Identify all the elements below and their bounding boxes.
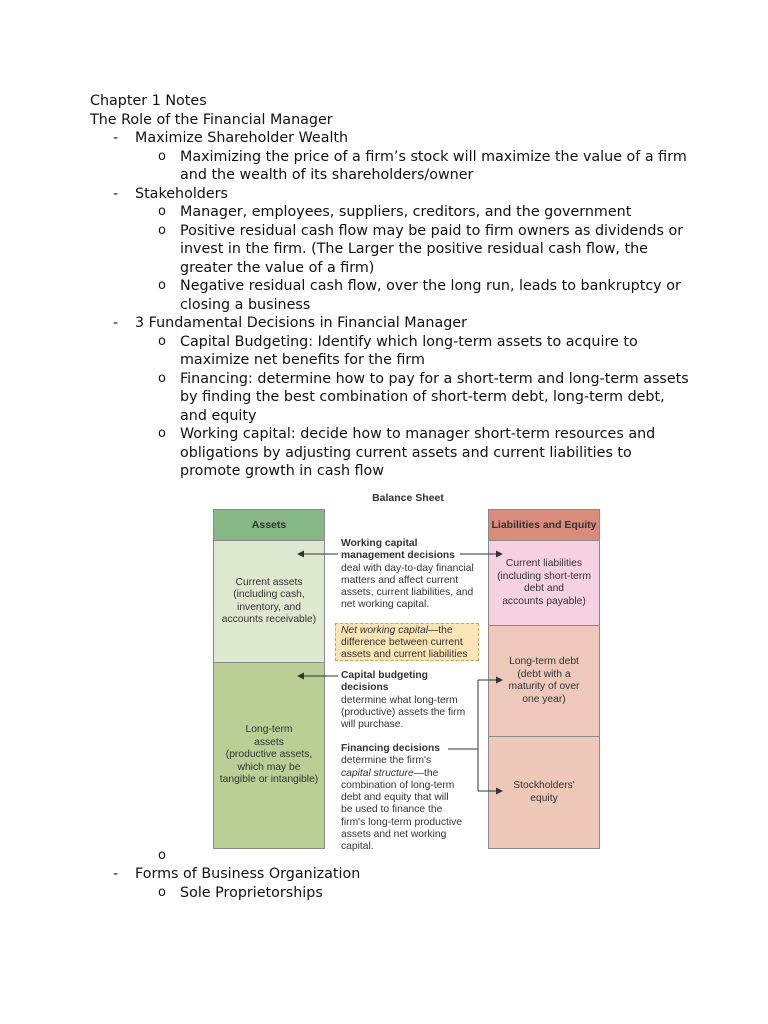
long-term-assets-cell: Long-term assets (productive assets, which may be tangible or intangible) — [214, 662, 324, 848]
item-text: Capital Budgeting: Identify which long-term assets to acquire to maximize net benefits for the firm — [180, 333, 638, 368]
bullet-marker: o — [158, 204, 166, 219]
bullet-marker: o — [158, 333, 166, 349]
current-liabilities-cell: Current liabilities (including short-term debt and accounts payable) — [489, 540, 599, 625]
document-body — [90, 92, 690, 481]
list-item — [90, 370, 690, 426]
cb-text: determine what long-term (productive) assets the firm will purchase. — [341, 694, 466, 731]
list-item-heading — [90, 185, 690, 204]
long-term-debt-cell: Long-term debt (debt with a maturity of over one year) — [489, 625, 599, 736]
list-item — [90, 333, 690, 370]
section-title: The Role of the Financial Manager — [90, 111, 333, 128]
diagram-arrows — [208, 487, 608, 857]
bullet-marker: o — [158, 370, 166, 386]
item-text: Sole Proprietorships — [180, 884, 323, 901]
item-text: Manager, employees, suppliers, creditors, and the government — [180, 204, 632, 220]
fin-text-italic: capital structure — [341, 767, 414, 779]
nwc-text: —the difference between current assets and current liabilities — [341, 625, 468, 660]
document-body-continued — [90, 865, 690, 902]
list-item-heading — [90, 314, 690, 333]
list-item — [90, 425, 690, 481]
heading-text: Forms of Business Organization — [135, 866, 361, 882]
bullet-marker: o — [158, 222, 166, 238]
list-item — [90, 148, 690, 185]
item-text: Negative residual cash flow, over the long run, leads to bankruptcy or closing a business — [180, 278, 681, 313]
list-item — [90, 884, 690, 903]
heading-text: Maximize Shareholder Wealth — [135, 130, 349, 146]
dash-marker: - — [113, 315, 119, 331]
fin-text-a: determine the firm's — [341, 755, 432, 767]
bullet-marker: o — [158, 426, 166, 441]
dash-marker: - — [113, 130, 119, 146]
bullet-marker: o — [158, 278, 166, 293]
empty-bullet: o — [158, 848, 166, 863]
wc-text: deal with day-to-day financial matters and affect current assets, current liabilities, and net working capital. — [341, 562, 474, 611]
equity-cell: Stockholders' equity — [489, 736, 599, 848]
bullet-marker: o — [158, 884, 166, 900]
list-item-heading — [90, 129, 690, 148]
fin-text-b: —the combination of long-term debt and equity that will be used to finance the firm's long-term productive assets and net working capital. — [341, 767, 462, 853]
list-item — [90, 203, 690, 222]
heading-text: 3 Fundamental Decisions in Financial Manager — [135, 315, 467, 331]
wc-title: Working capital management decisions — [341, 538, 455, 562]
list-item-heading — [90, 865, 690, 884]
list-item — [90, 222, 690, 278]
item-text: Working capital: decide how to manager short-term resources and obligations by adjusting current assets and current liabilities to promote growth in cash flow — [180, 426, 656, 479]
balance-sheet-figure — [208, 487, 608, 857]
item-text: Positive residual cash flow may be paid to firm owners as dividends or invest in the firm. (The Larger the positive residual cash flow, the greater the value of a firm) — [180, 222, 684, 276]
dash-marker: - — [113, 866, 119, 882]
assets-header: Assets — [214, 510, 324, 540]
liabilities-header: Liabilities and Equity — [489, 510, 599, 540]
heading-text: Stakeholders — [135, 185, 228, 202]
current-assets-cell: Current assets (including cash, inventory, and accounts receivable) — [214, 540, 324, 662]
bullet-marker: o — [158, 148, 166, 164]
figure-title: Balance Sheet — [372, 492, 444, 504]
cb-title: Capital budgeting decisions — [341, 670, 428, 694]
dash-marker: - — [113, 185, 119, 202]
fin-title: Financing decisions — [341, 743, 440, 754]
list-item — [90, 277, 690, 314]
nwc-title: Net working capital — [341, 625, 428, 636]
item-text: Financing: determine how to pay for a short-term and long-term assets by finding the best combination of short-term debt, long-term debt, and equity — [180, 370, 689, 424]
document-title: Chapter 1 Notes — [90, 93, 207, 109]
item-text: Maximizing the price of a firm’s stock will maximize the value of a firm and the wealth of its shareholders/owner — [180, 148, 687, 183]
